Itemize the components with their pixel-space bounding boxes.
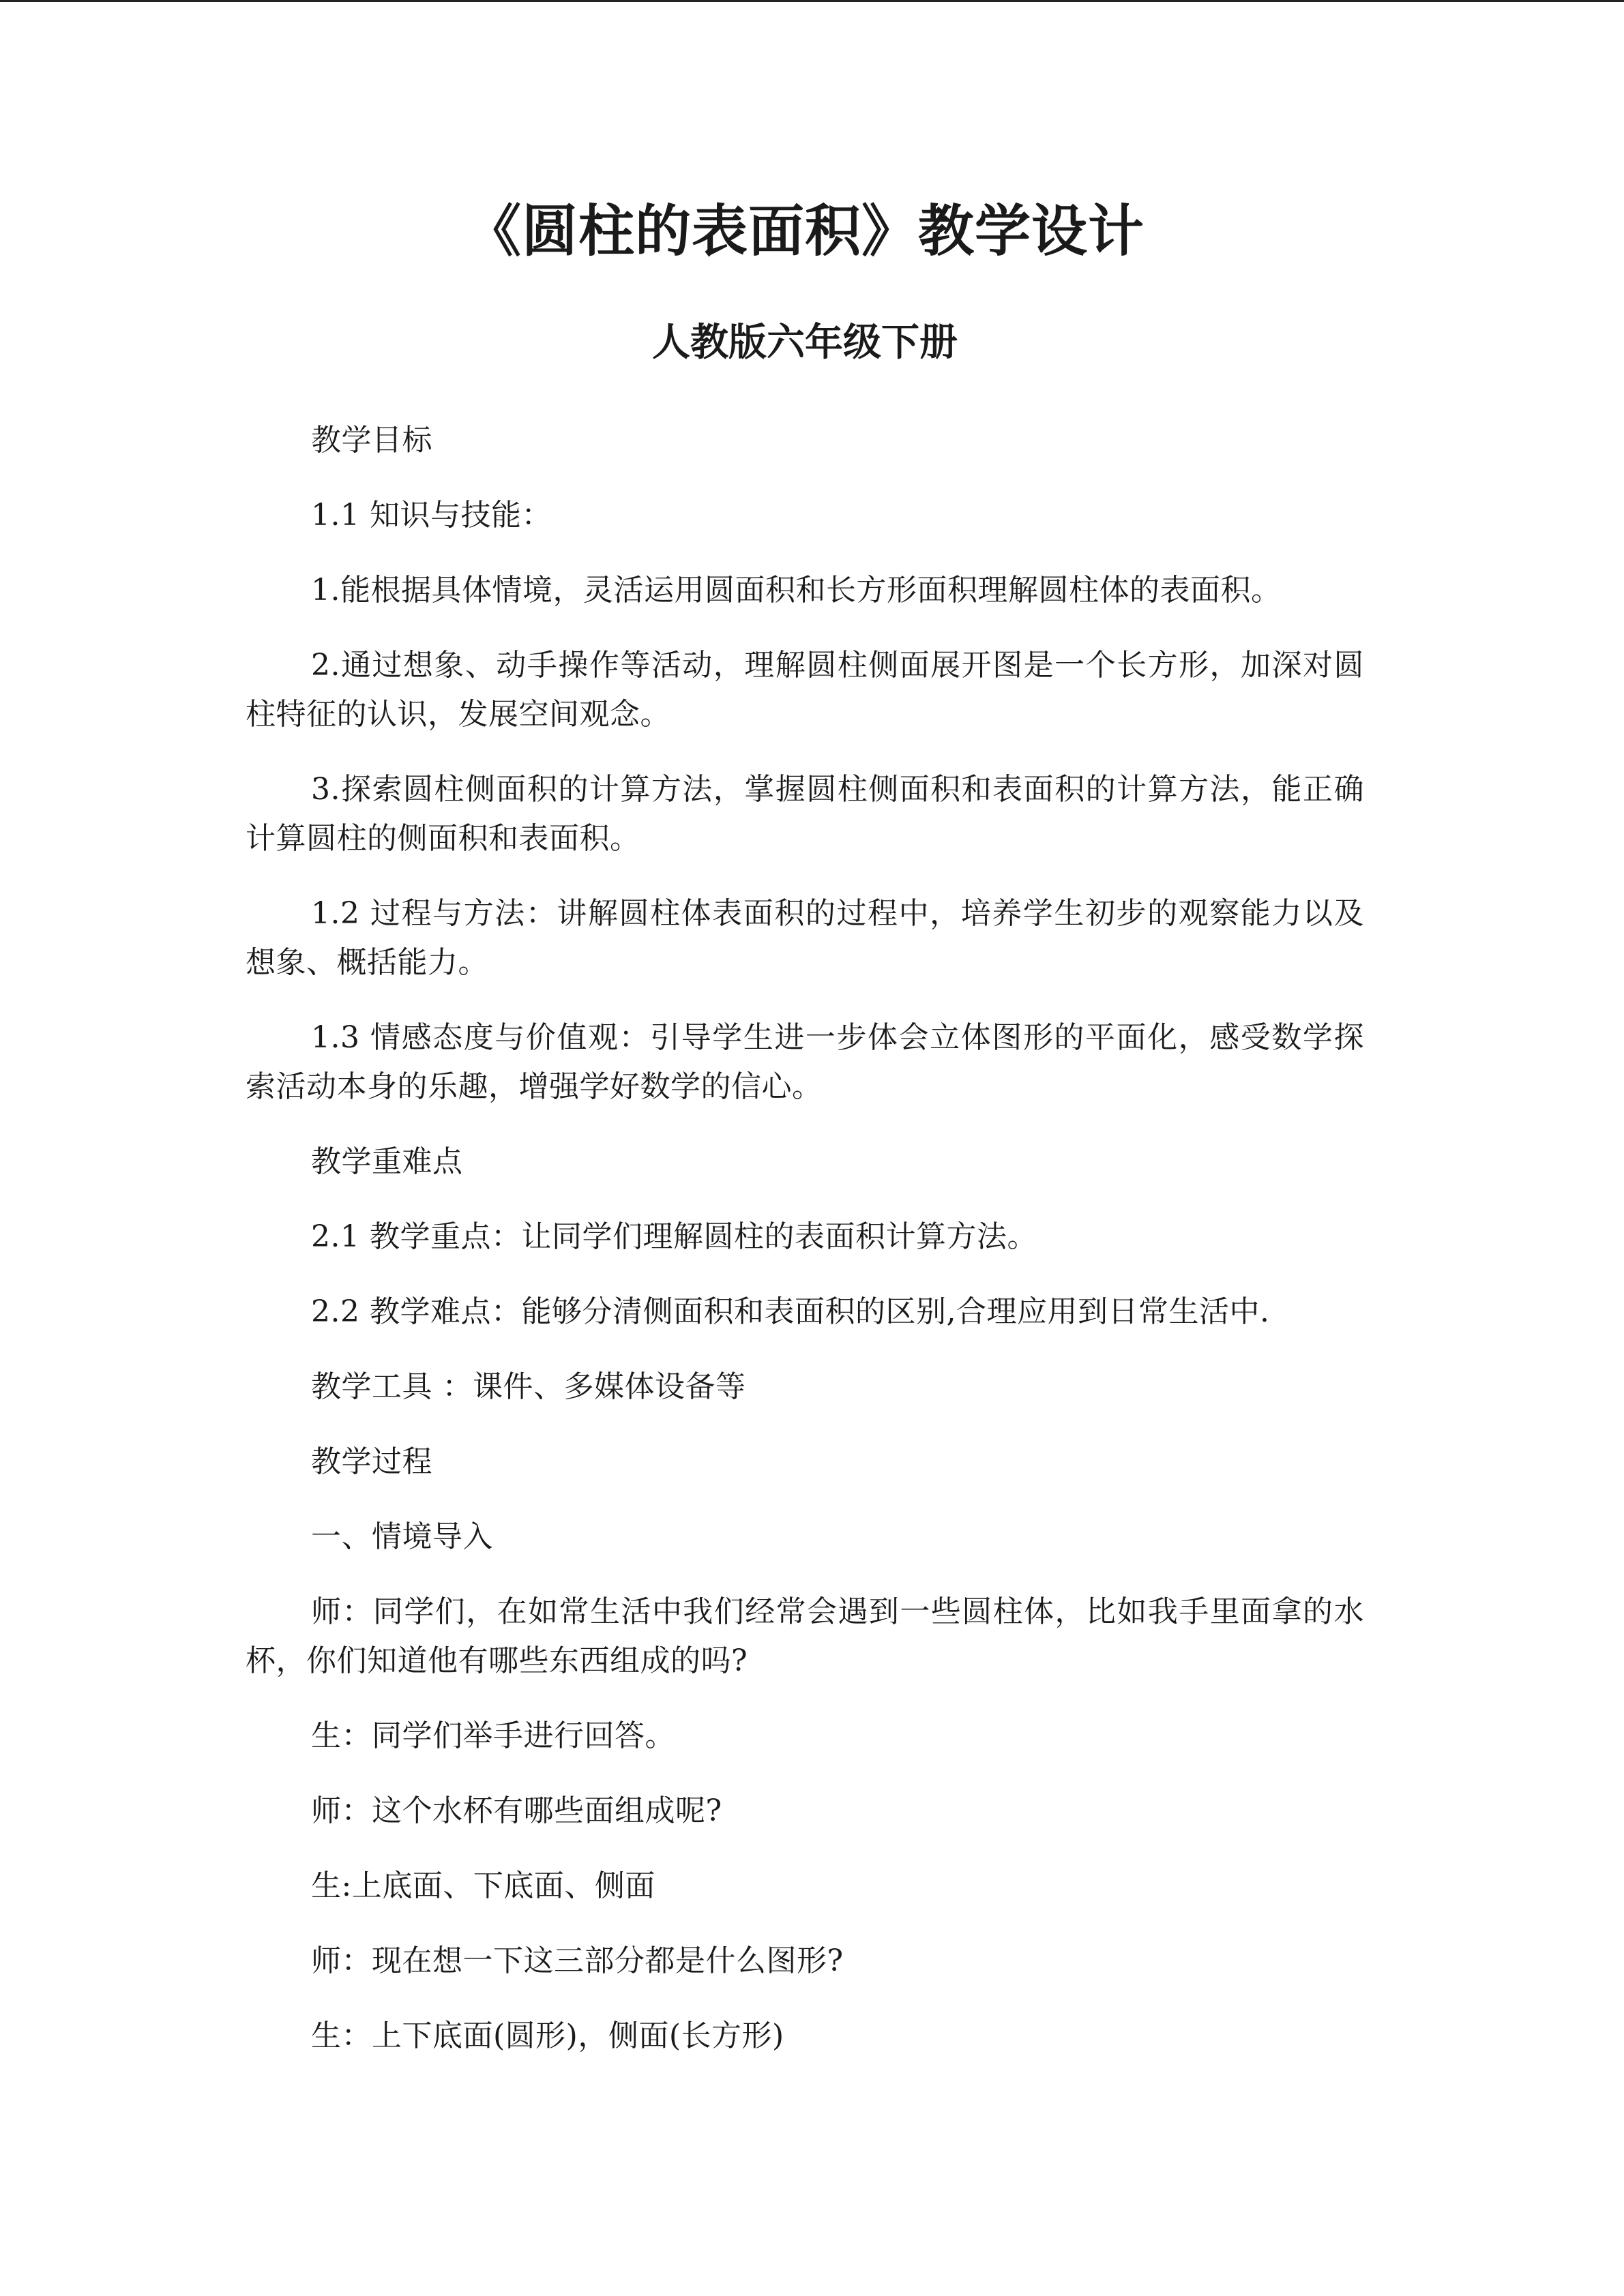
page-top-border	[0, 0, 1624, 2]
difficult-point: 2.2 教学难点：能够分清侧面积和表面积的区别,合理应用到日常生活中.	[311, 1294, 1270, 1329]
section-scenario-intro: 一、情境导入	[311, 1519, 493, 1554]
dialogue-line: 师：同学们，在如常生活中我们经常会遇到一些圆柱体，比如我手里面拿的水杯，你们知道他有哪些东西组成的吗?	[246, 1594, 1364, 1678]
dialogue-line: 生：同学们举手进行回答。	[311, 1718, 675, 1753]
heading-teaching-objectives: 教学目标	[311, 423, 432, 458]
objective-item-1: 1.能根据具体情境，灵活运用圆面积和长方形面积理解圆柱体的表面积。	[311, 573, 1282, 608]
document-subtitle: 人教版六年级下册	[652, 320, 958, 365]
section-process-methods: 1.2 过程与方法：讲解圆柱体表面积的过程中，培养学生初步的观察能力以及想象、概括能力。	[246, 896, 1364, 980]
dialogue-line: 生：上下底面(圆形)，侧面(长方形)	[311, 2018, 784, 2053]
section-attitude-values: 1.3 情感态度与价值观：引导学生进一步体会立体图形的平面化，感受数学探索活动本身的乐趣，增强学好数学的信心。	[246, 1020, 1364, 1104]
dialogue-line: 师：这个水杯有哪些面组成呢?	[311, 1793, 722, 1828]
key-point: 2.1 教学重点：让同学们理解圆柱的表面积计算方法。	[311, 1219, 1037, 1254]
heading-teaching-process: 教学过程	[311, 1444, 432, 1479]
document-title: 《圆柱的表面积》教学设计	[464, 199, 1145, 264]
objective-item-3: 3.探索圆柱侧面积的计算方法，掌握圆柱侧面积和表面积的计算方法，能正确计算圆柱的侧面积和表面积。	[246, 772, 1364, 856]
dialogue-line: 生:上底面、下底面、侧面	[311, 1868, 655, 1903]
teaching-tools: 教学工具 ：课件、多媒体设备等	[311, 1369, 746, 1404]
heading-key-difficulties: 教学重难点	[311, 1144, 463, 1179]
dialogue-line: 师：现在想一下这三部分都是什么图形?	[311, 1943, 844, 1978]
objective-item-2: 2.通过想象、动手操作等活动，理解圆柱侧面展开图是一个长方形，加深对圆柱特征的认识，发展空间观念。	[246, 648, 1364, 732]
document-body	[246, 416, 1364, 2087]
section-knowledge-skills: 1.1 知识与技能：	[311, 498, 552, 533]
